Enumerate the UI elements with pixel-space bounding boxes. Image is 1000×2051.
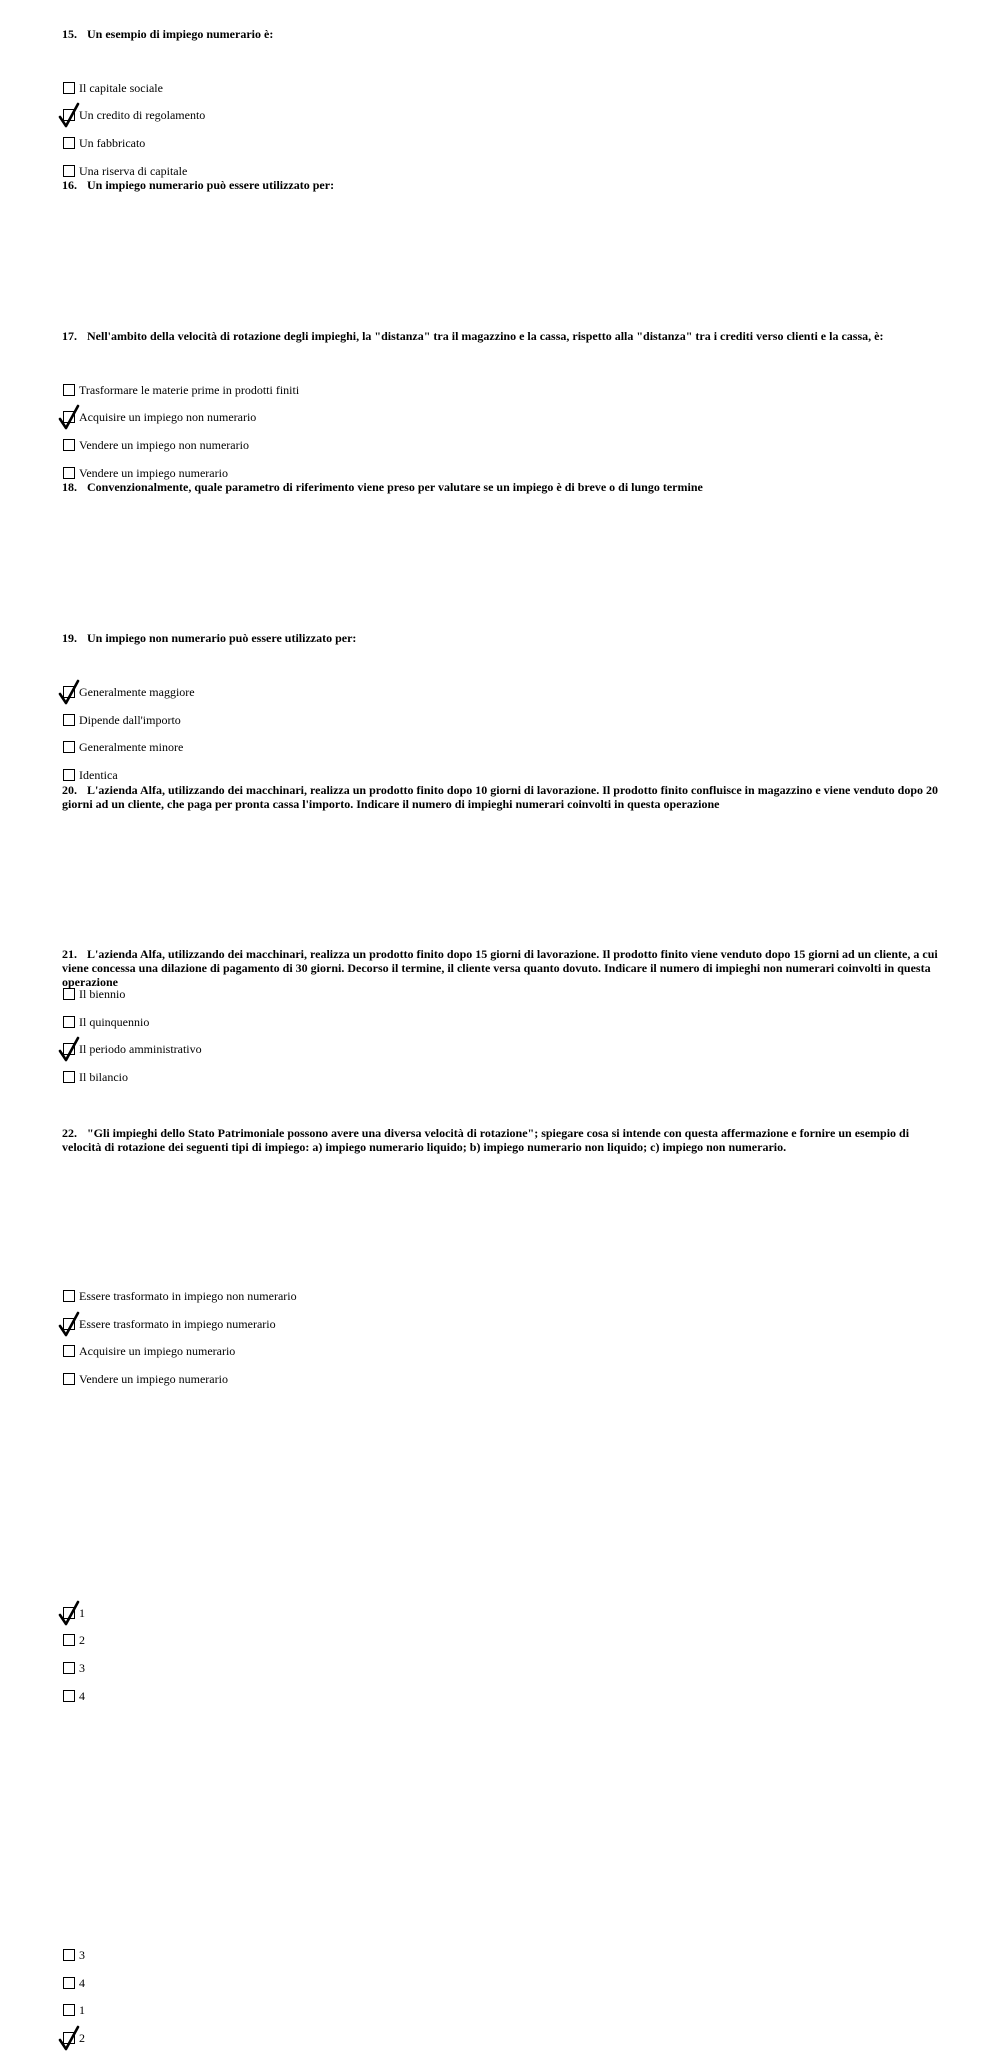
answer-label: Identica [79,768,118,782]
answer-option[interactable] [62,1041,662,1057]
answer-option[interactable] [62,1288,662,1304]
answer-checkbox[interactable] [63,714,75,726]
answer-checkbox[interactable] [63,1607,75,1619]
answer-option[interactable] [62,2030,662,2046]
answer-label: 1 [79,2003,85,2017]
answer-label: Il capitale sociale [79,81,163,95]
answer-label: Acquisire un impiego numerario [79,1344,236,1358]
question-number: 20. [62,783,77,797]
answer-option[interactable] [62,712,662,728]
answer-option[interactable] [62,437,662,453]
answer-checkbox[interactable] [63,1977,75,1989]
answer-option[interactable] [62,1316,662,1332]
answer-label: Essere trasformato in impiego numerario [79,1317,276,1331]
question-number: 21. [62,947,77,961]
answer-label: 2 [79,1633,85,1647]
question-text [62,947,942,989]
answer-checkbox[interactable] [63,1634,75,1646]
answer-option[interactable] [62,2002,662,2018]
question-number: 19. [62,631,77,645]
question-text [62,27,942,41]
answer-option[interactable] [62,163,662,179]
question-prompt: L'azienda Alfa, utilizzando dei macchinari, realizza un prodotto finito dopo 10 giorni di lavorazione. Il prodotto finito confluisce in magazzino e viene venduto dopo 20 giorni ad un cliente, che paga per pronta cassa l'importo. Indicare il numero di impieghi numerari coinvolti in questa operazione [62,783,939,811]
answer-checkbox[interactable] [63,109,75,121]
answer-label: 4 [79,1689,85,1703]
answer-checkbox[interactable] [63,82,75,94]
answer-label: 3 [79,1661,85,1675]
answer-checkbox[interactable] [63,741,75,753]
answer-checkbox[interactable] [63,137,75,149]
answer-checkbox[interactable] [63,1290,75,1302]
answer-label: Il bilancio [79,1070,128,1084]
question-prompt: Nell'ambito della velocità di rotazione degli impieghi, la "distanza" tra il magazzino e la cassa, rispetto alla "distanza" tra i crediti verso clienti e la cassa, è: [87,329,884,343]
answer-label: 4 [79,1976,85,1990]
question-prompt: L'azienda Alfa, utilizzando dei macchinari, realizza un prodotto finito dopo 15 giorni di lavorazione. Il prodotto finito viene venduto dopo 15 giorni ad un cliente, a cui viene concessa una dilazione di pagamento di 30 giorni. Decorso il termine, il cliente versa quanto dovuto. Indicare il numero di impieghi non numerari coinvolti in questa operazione [62,947,938,989]
answer-checkbox[interactable] [63,1318,75,1330]
question-number: 17. [62,329,77,343]
answer-checkbox[interactable] [63,2032,75,2044]
answer-label: Acquisire un impiego non numerario [79,410,257,424]
answer-option[interactable] [62,1688,662,1704]
answer-option[interactable] [62,409,662,425]
answer-label: Il periodo amministrativo [79,1042,202,1056]
answer-option[interactable] [62,1632,662,1648]
question-prompt: "Gli impieghi dello Stato Patrimoniale possono avere una diversa velocità di rotazione"; spiegare cosa si intende con questa affermazione e fornire un esempio di velocità di rotazione dei seguenti tipi di impiego: a) impiego numerario liquido; b) impiego numerario non liquido; c) impiego non numerario. [62,1126,910,1154]
question-number: 22. [62,1126,77,1140]
answer-checkbox[interactable] [63,769,75,781]
answer-option[interactable] [62,107,662,123]
answer-option[interactable] [62,382,662,398]
answer-label: 1 [79,1606,85,1620]
question-number: 15. [62,27,77,41]
answer-option[interactable] [62,1343,662,1359]
question-prompt: Un impiego numerario può essere utilizzato per: [87,178,335,192]
question-text [62,329,942,343]
answer-label: Il biennio [79,987,126,1001]
answer-checkbox[interactable] [63,686,75,698]
answer-checkbox[interactable] [63,1345,75,1357]
question-text [62,1126,942,1154]
answer-option[interactable] [62,80,662,96]
answer-checkbox[interactable] [63,384,75,396]
question-prompt: Un esempio di impiego numerario è: [87,27,274,41]
answer-checkbox[interactable] [63,2004,75,2016]
answer-label: 2 [79,2031,85,2045]
answer-checkbox[interactable] [63,467,75,479]
question-22 [62,1126,942,1154]
answer-checkbox[interactable] [63,1690,75,1702]
answer-label: Vendere un impiego numerario [79,1372,228,1386]
answer-option[interactable] [62,1069,662,1085]
answer-checkbox[interactable] [63,1043,75,1055]
question-15 [62,27,942,178]
answer-checkbox[interactable] [63,165,75,177]
answer-label: Vendere un impiego numerario [79,466,228,480]
question-number: 16. [62,178,77,192]
answer-label: Un credito di regolamento [79,108,206,122]
answer-option[interactable] [62,1605,662,1621]
answer-label: Generalmente maggiore [79,685,195,699]
answer-option[interactable] [62,135,662,151]
question-number: 18. [62,480,77,494]
answer-label: 3 [79,1948,85,1962]
answer-option[interactable] [62,1947,662,1963]
answer-checkbox[interactable] [63,1949,75,1961]
answer-label: Generalmente minore [79,740,184,754]
answer-option[interactable] [62,767,662,783]
answer-checkbox[interactable] [63,1071,75,1083]
answer-checkbox[interactable] [63,1662,75,1674]
question-text [62,631,942,645]
question-prompt: Convenzionalmente, quale parametro di riferimento viene preso per valutare se un impiego è di breve o di lungo termine [87,480,703,494]
question-text [62,178,942,192]
answer-label: Essere trasformato in impiego non numerario [79,1289,297,1303]
answer-checkbox[interactable] [63,439,75,451]
answer-checkbox[interactable] [63,1016,75,1028]
answer-option[interactable] [62,1975,662,1991]
answer-option[interactable] [62,684,662,700]
answer-label: Vendere un impiego non numerario [79,438,249,452]
question-text [62,480,942,494]
answer-option[interactable] [62,1014,662,1030]
answer-option[interactable] [62,739,662,755]
question-text [62,783,942,811]
answer-checkbox[interactable] [63,411,75,423]
answer-checkbox[interactable] [63,988,75,1000]
answer-label: Una riserva di capitale [79,164,188,178]
answer-checkbox[interactable] [63,1373,75,1385]
answer-option[interactable] [62,1371,662,1387]
answer-option[interactable] [62,465,662,481]
answer-label: Trasformare le materie prime in prodotti finiti [79,383,300,397]
answer-label: Il quinquennio [79,1015,150,1029]
question-prompt: Un impiego non numerario può essere utilizzato per: [87,631,357,645]
answer-label: Dipende dall'importo [79,713,181,727]
answer-option[interactable] [62,1660,662,1676]
answer-label: Un fabbricato [79,136,146,150]
